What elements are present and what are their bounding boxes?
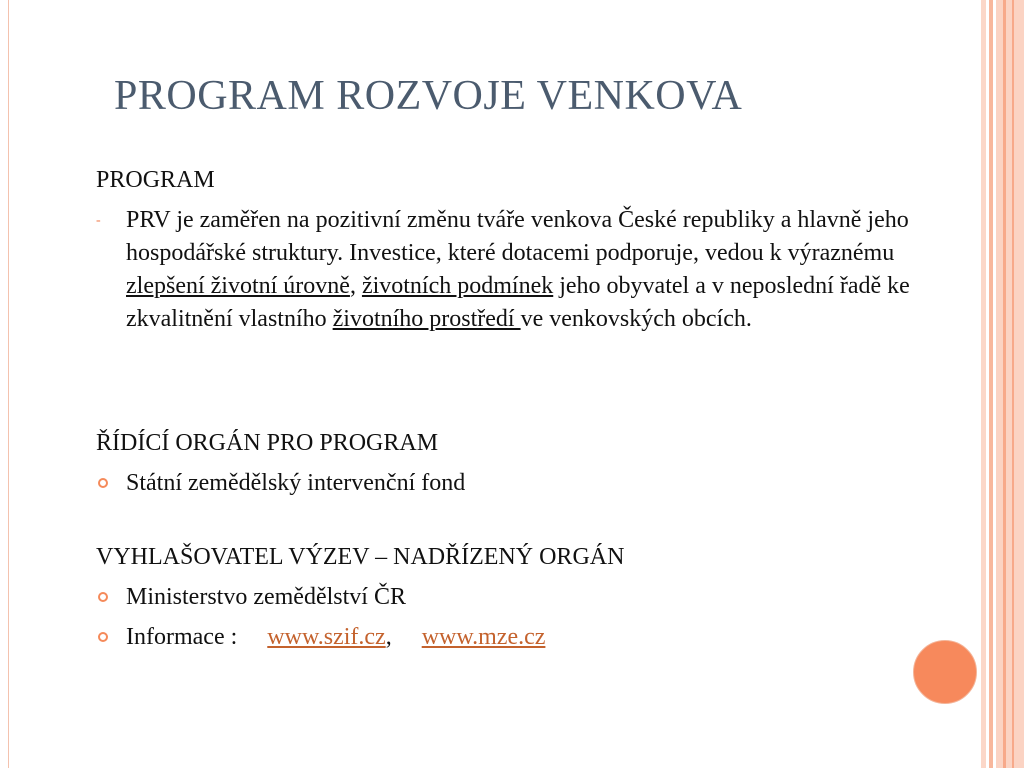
right-decor-stripe: [981, 0, 986, 768]
list-item-info: Informace : www.szif.cz, www.mze.cz: [96, 621, 916, 654]
decorative-circle: [913, 640, 977, 704]
left-border-line: [8, 0, 9, 768]
list-item: Ministerstvo zemědělství ČR: [96, 581, 916, 614]
section-heading-announcer: VYHLAŠOVATEL VÝZEV – NADŘÍZENÝ ORGÁN: [96, 544, 625, 570]
list-item: Státní zemědělský intervenční fond: [96, 467, 916, 500]
mze-link[interactable]: www.mze.cz: [421, 624, 546, 650]
hyperlink[interactable]: zlepšení životní úrovně: [126, 273, 350, 299]
circle-bullet-icon: [98, 592, 108, 602]
circle-bullet-icon: [98, 478, 108, 488]
info-label: Informace :: [126, 624, 238, 650]
dash-bullet-icon: -: [96, 213, 101, 228]
hyperlink[interactable]: životního prostředí: [332, 306, 521, 332]
section-heading-managing-body: ŘÍDÍCÍ ORGÁN PRO PROGRAM: [96, 430, 439, 456]
right-decor-band: [996, 0, 1024, 768]
slide-title: PROGRAM ROZVOJE VENKOVA: [114, 73, 743, 119]
szif-link[interactable]: www.szif.cz: [267, 624, 386, 650]
section-heading-program: PROGRAM: [96, 167, 215, 193]
hyperlink[interactable]: životních podmínek: [361, 273, 554, 299]
circle-bullet-icon: [98, 632, 108, 642]
slide-body: [96, 164, 916, 654]
right-decor-stripe: [1003, 0, 1006, 768]
right-decor-stripe: [989, 0, 993, 768]
right-decor-stripe: [1012, 0, 1014, 768]
program-description: - PRV je zaměřen na pozitivní změnu tváře venkova České republiky a hlavně jeho hospodářské struktury. Investice, které dotacemi podporuje, vedou k výraznému zlepšení životní úrovně, životních podmínek jeho obyvatel a v neposlední řadě ke zkvalitnění vlastního životního prostředí ve venkovských obcích.: [96, 204, 916, 336]
